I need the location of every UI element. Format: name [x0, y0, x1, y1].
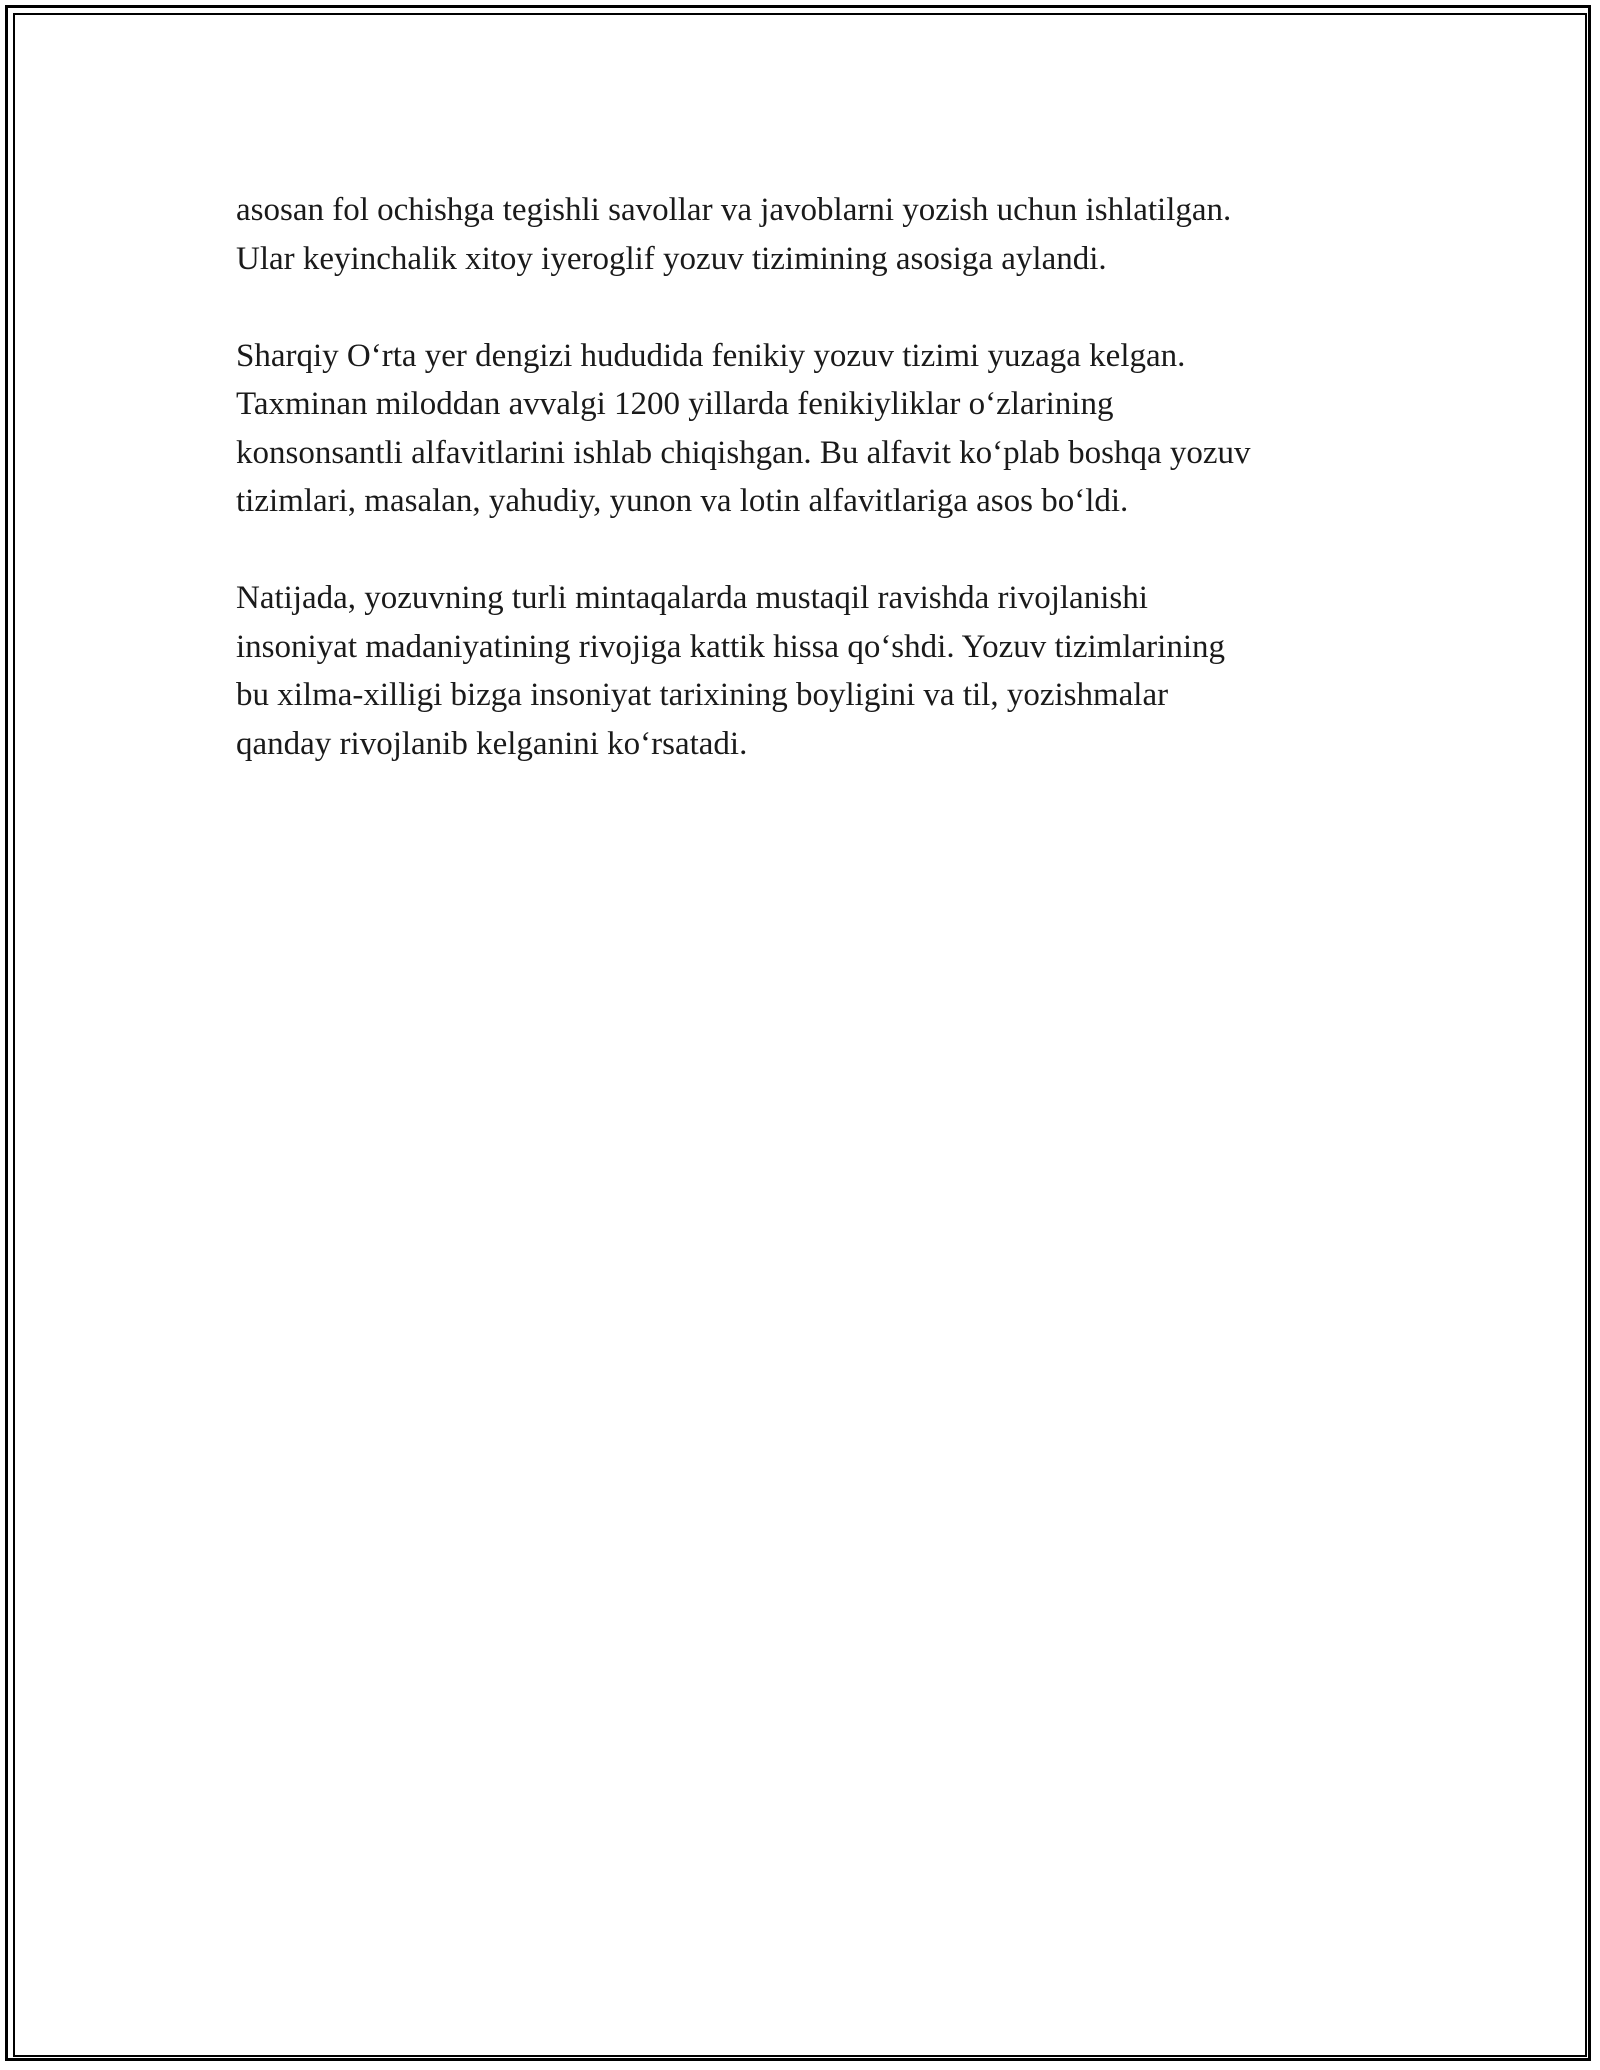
paragraph-line: qanday rivojlanib kelganini ko‘rsatadi.: [236, 725, 748, 762]
paragraph-line: asosan fol ochishga tegishli savollar va javoblarni yozish uchun ishlatilgan.: [236, 192, 1232, 228]
paragraph-1: [236, 186, 1386, 283]
document-body: [236, 186, 1386, 817]
paragraph-line: konsonsantli alfavitlarini ishlab chiqishgan. Bu alfavit ko‘plab boshqa yozuv: [236, 434, 1251, 471]
paragraph-line: bu xilma-xilligi bizga insoniyat tarixining boyligini va til, yozishmalar: [236, 677, 1169, 713]
paragraph-line: Natijada, yozuvning turli mintaqalarda mustaqil ravishda rivojlanishi: [236, 580, 1148, 616]
paragraph-2: [236, 332, 1386, 526]
paragraph-line: tizimlari, masalan, yahudiy, yunon va lotin alfavitlariga asos bo‘ldi.: [236, 483, 1129, 519]
paragraph-line: Sharqiy O‘rta yer dengizi hududida fenikiy yozuv tizimi yuzaga kelgan.: [236, 337, 1186, 374]
paragraph-line: insoniyat madaniyatining rivojiga kattik hissa qo‘shdi. Yozuv tizimlarining: [236, 628, 1225, 665]
paragraph-line: Ular keyinchalik xitoy iyeroglif yozuv tizimining asosiga aylandi.: [236, 240, 1107, 277]
paragraph-3: [236, 574, 1386, 768]
paragraph-line: Taxminan miloddan avvalgi 1200 yillarda fenikiyliklar o‘zlarining: [236, 386, 1114, 422]
